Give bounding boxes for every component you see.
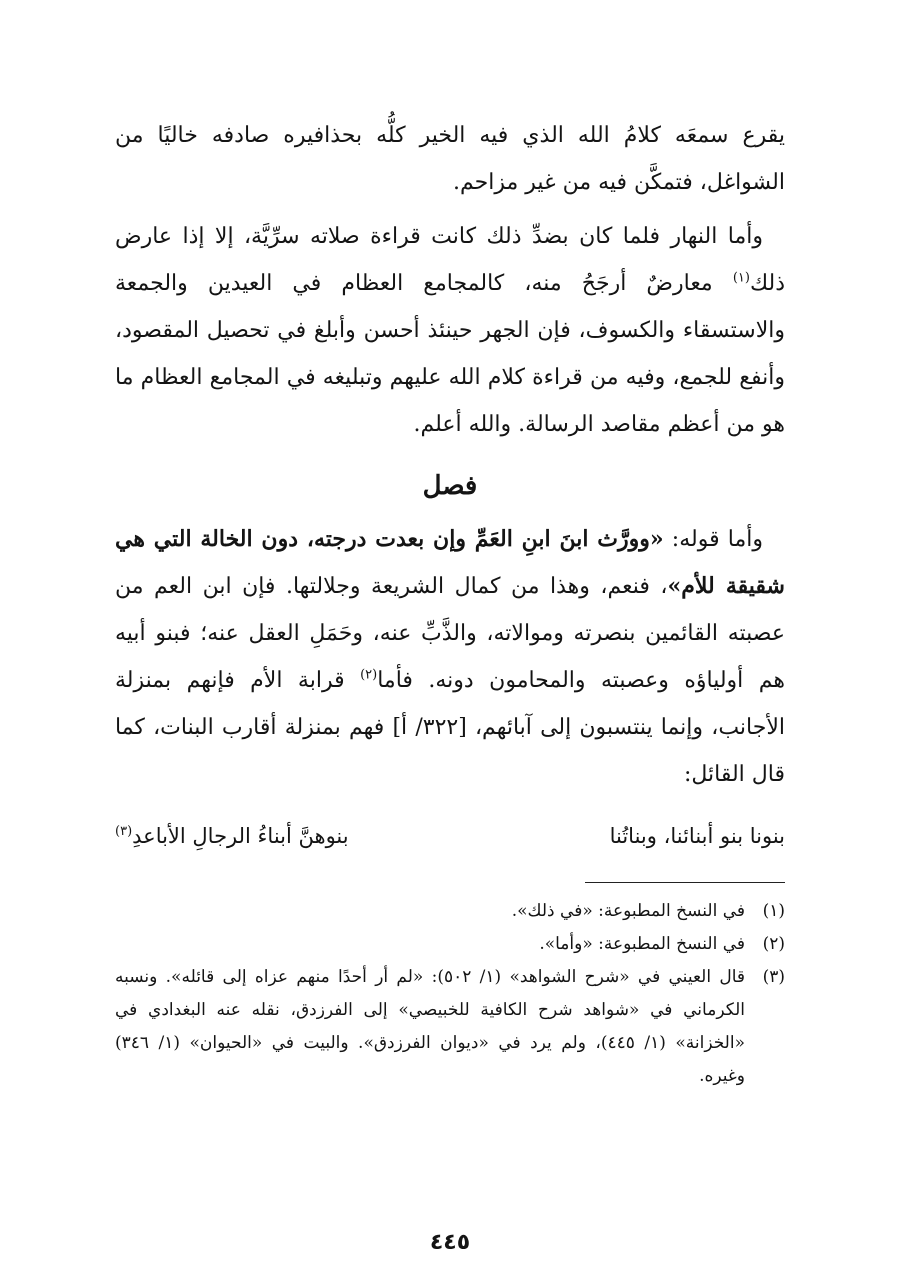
footnote-number: (٣) [762, 967, 785, 987]
footnotes [115, 895, 785, 1093]
footnote-divider [585, 882, 785, 883]
section-title: فصل [422, 471, 478, 501]
verse-second-hemistich [115, 816, 349, 856]
footnote-number: (٢) [762, 934, 785, 954]
footnote-number: (١) [762, 901, 785, 921]
verse-second-text: بنوهنَّ أبناءُ الرجالِ الأباعدِ [132, 824, 349, 848]
paragraph-3-text: ، فنعم، وهذا من كمال الشريعة وجلالتها. فإن ابن العم من عصبته القائمين بنصرته وموالاته، والذَّبِّ عنه، وحَمَلِ العقل عنه؛ فبنو أبيه هم أولياؤه وعصبته والمحامون دونه. فأما [115, 574, 785, 693]
footnote-1 [115, 895, 785, 928]
verse-first-hemistich: بنونا بنو أبنائنا، وبناتُنا [609, 824, 785, 848]
quoted-text: «وورَّث ابنَ ابنِ العَمِّ وإن بعدت درجته، دون الخالة التي هي شقيقة للأم» [115, 526, 785, 599]
book-page [115, 112, 786, 1255]
footnote-ref-3: (٣) [115, 824, 133, 839]
paragraph-1: يقرع سمعَه كلامُ الله الذي فيه الخير كلُّه بحذافيره صادفه خاليًا من الشواغل، فتمكَّن فيه من غير مزاحم. [115, 123, 785, 195]
footnote-ref-2: (٢) [360, 667, 378, 683]
paragraph-3-continuation: قرابة الأم فإنهم بمنزلة الأجانب، وإنما ينتسبون إلى آبائهم، [٣٢٢/ أ] فهم بمنزلة أقارب البنات، كما قال القائل: [115, 668, 786, 787]
poetry-verse [115, 816, 785, 856]
paragraph-2 [115, 213, 785, 448]
paragraph-2-text: وأما النهار فلما كان بضدِّ ذلك كانت قراءة صلاته سرِّيَّة، إلا إذا عارض ذلك [115, 224, 785, 296]
footnote-ref-1: (١) [732, 270, 750, 286]
footnote-2 [115, 928, 785, 961]
footnote-text: قال العيني في «شرح الشواهد» (١/ ٥٠٢): «لم أر أحدًا منهم عزاه إلى قائله». ونسبه الكرماني في «شواهد شرح الكافية للخبيصي» إلى الفرزدق، نقله عنه البغدادي في «الخزانة» (١/ ٤٤٥)، ولم يرد في «ديوان الفرزدق». والبيت في «الحيوان» (١/ ٣٤٦) وغيره. [115, 967, 745, 1086]
paragraph-3-intro: وأما قوله: [663, 527, 763, 552]
paragraph-2-continuation: معارضٌ أرجَحُ منه، كالمجامع العظام في العيدين والجمعة والاستسقاء والكسوف، فإن الجهر حينئذ أحسن وأبلغ في تحصيل المقصود، وأنفع للجمع، وفيه من قراءة كلام الله عليهم وتبليغه في المجامع العظام ما هو من أعظم مقاصد الرسالة. والله أعلم. [115, 271, 785, 437]
footnote-3 [115, 961, 785, 1093]
paragraph-3 [115, 516, 785, 798]
footnote-text: في النسخ المطبوعة: «في ذلك». [511, 901, 745, 921]
footnote-text: في النسخ المطبوعة: «وأما». [539, 934, 745, 954]
page-number: ٤٤٥ [429, 1230, 471, 1255]
